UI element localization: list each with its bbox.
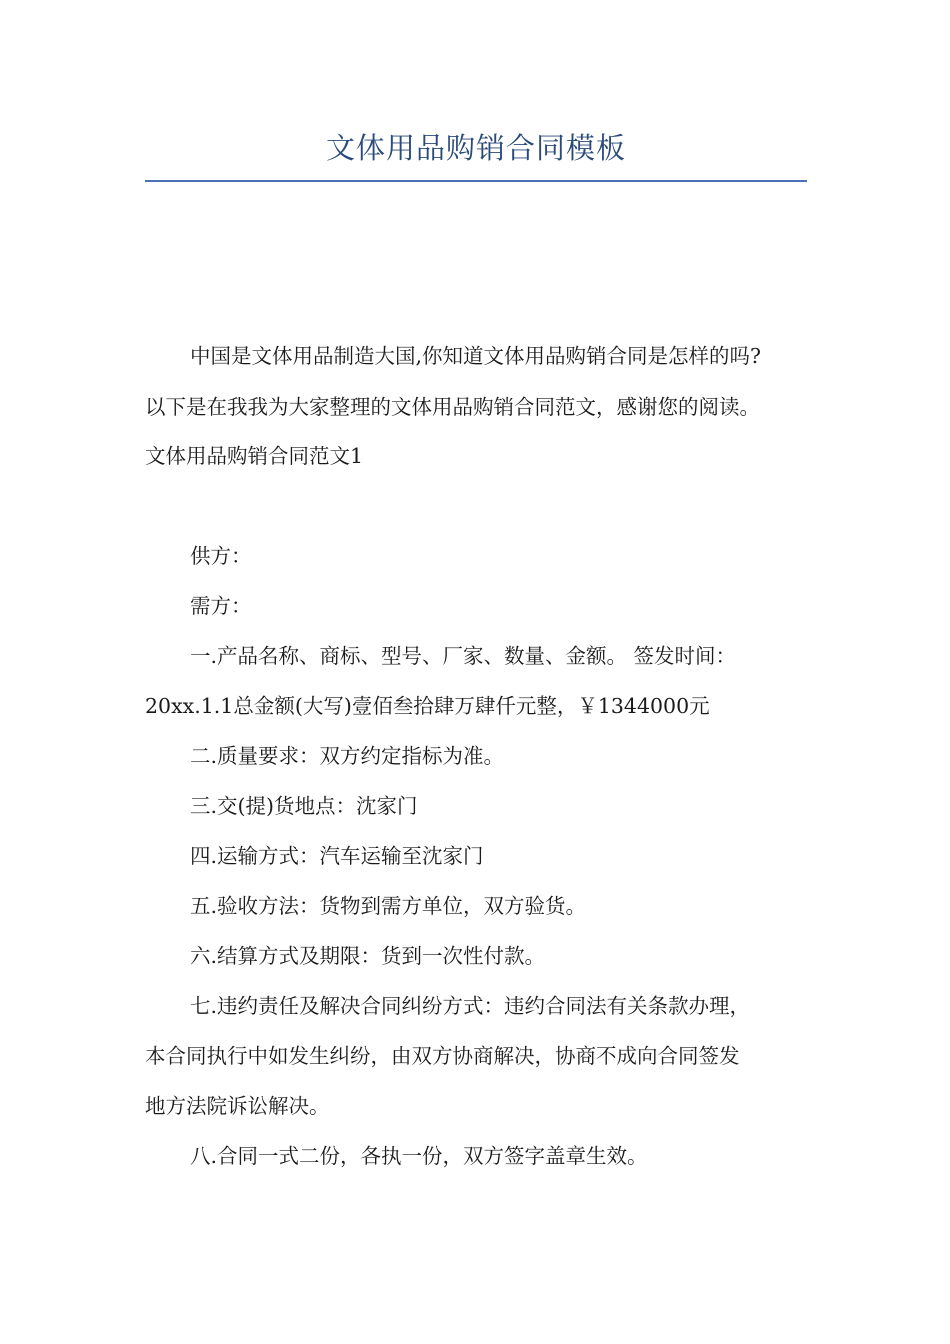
supplier-line: 供方： [190,544,252,568]
title-underline [145,180,807,182]
clause-line: 八.合同一式二份，各执一份，双方签字盖章生效。 [190,1144,648,1168]
clause-line: 二.质量要求：双方约定指标为准。 [190,744,505,768]
clause-line: 本合同执行中如发生纠纷，由双方协商解决，协商不成向合同签发 [145,1044,740,1068]
clause-line: 20xx.1.1总金额(大写)壹佰叁拾肆万肆仟元整，￥1344000元 [145,694,710,718]
paragraph-line: 以下是在我我为大家整理的文体用品购销合同范文，感谢您的阅读。 [145,395,760,419]
subheading-line: 文体用品购销合同范文1 [145,444,364,468]
clause-line: 地方法院诉讼解决。 [145,1094,330,1118]
document-title: 文体用品购销合同模板 [325,131,626,165]
clause-line: 四.运输方式：汽车运输至沈家门 [190,844,484,868]
clause-line: 五.验收方法：货物到需方单位，双方验货。 [190,894,587,918]
paragraph-line: 中国是文体用品制造大国,你知道文体用品购销合同是怎样的吗? [190,344,762,368]
buyer-line: 需方： [190,594,252,618]
clause-line: 一.产品名称、商标、型号、厂家、数量、金额。 签发时间： [190,644,737,668]
clause-line: 三.交(提)货地点：沈家门 [190,794,418,818]
clause-line: 六.结算方式及期限：货到一次性付款。 [190,944,546,968]
clause-line: 七.违约责任及解决合同纠纷方式：违约合同法有关条款办理， [190,994,751,1018]
